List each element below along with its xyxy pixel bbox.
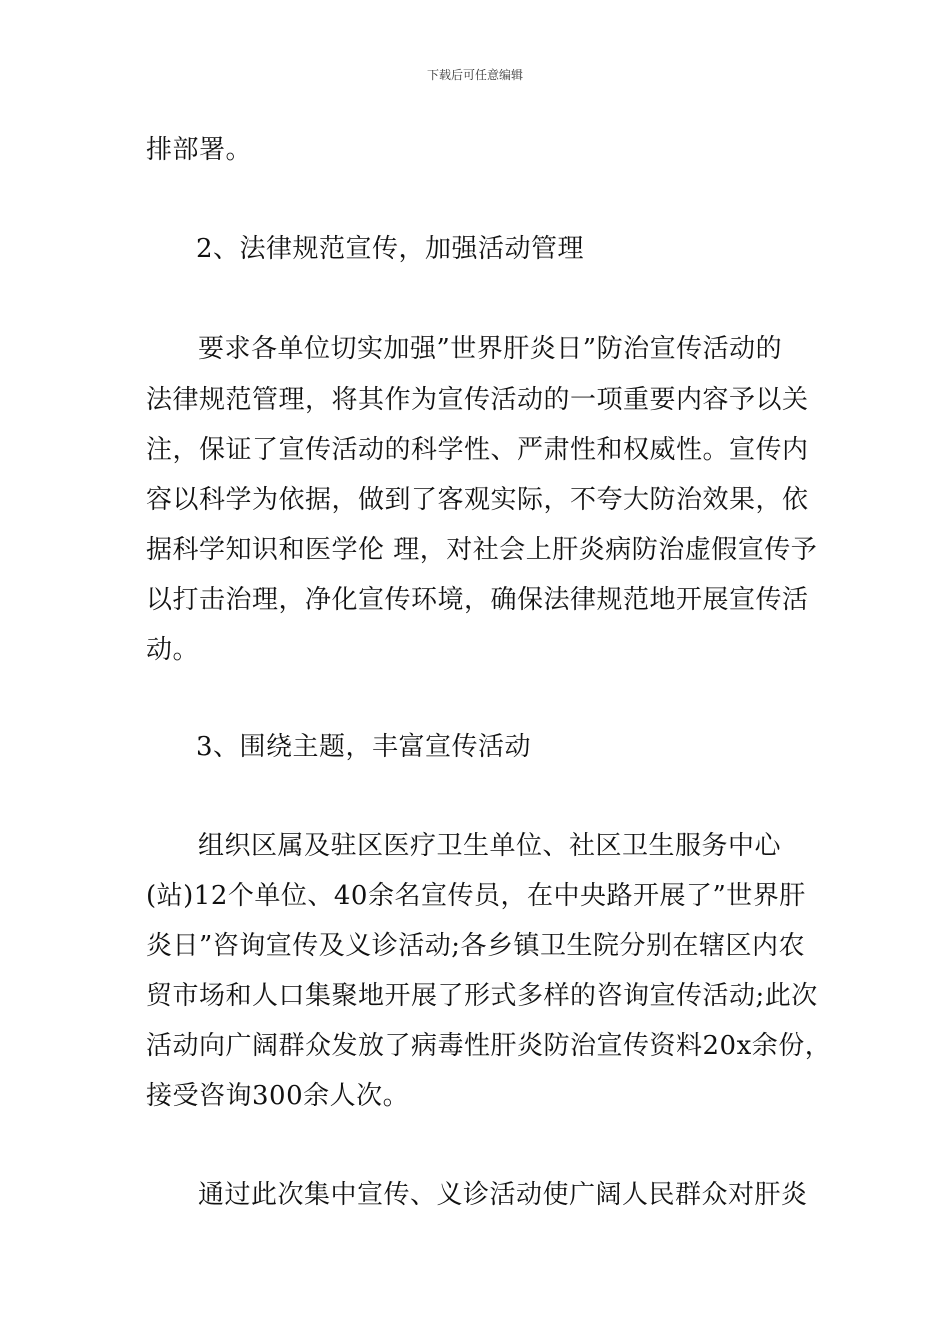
paragraph-line: 活动向广阔群众发放了病毒性肝炎防治宣传资料20x余份，	[146, 1031, 832, 1061]
paragraph-line: 排部署。	[146, 135, 253, 165]
paragraph-line: (站)12个单位、40余名宣传员，在中央路开展了”世界肝	[146, 881, 806, 911]
paragraph-line: 以打击治理，净化宣传环境，确保法律规范地开展宣传活	[146, 585, 809, 615]
paragraph-line: 法律规范管理，将其作为宣传活动的一项重要内容予以关	[146, 385, 809, 415]
paragraph-line: 接受咨询300余人次。	[146, 1081, 410, 1111]
paragraph-line: 要求各单位切实加强”世界肝炎日”防治宣传活动的	[198, 334, 783, 364]
section-heading: 3、围绕主题，丰富宣传活动	[196, 732, 532, 762]
section-heading: 2、法律规范宣传，加强活动管理	[196, 234, 585, 264]
paragraph-line: 动。	[146, 635, 200, 665]
paragraph-line: 组织区属及驻区医疗卫生单位、社区卫生服务中心	[198, 831, 782, 861]
paragraph-line: 炎日”咨询宣传及义诊活动;各乡镇卫生院分别在辖区内农	[146, 931, 806, 961]
page-header: 下载后可任意编辑	[426, 68, 523, 82]
paragraph-line: 通过此次集中宣传、义诊活动使广阔人民群众对肝炎	[198, 1180, 808, 1210]
paragraph-line: 据科学知识和医学伦 理，对社会上肝炎病防治虚假宣传予	[146, 535, 818, 565]
paragraph-line: 贸市场和人口集聚地开展了形式多样的咨询宣传活动;此次	[146, 981, 818, 1011]
paragraph-line: 容以科学为依据，做到了客观实际，不夸大防治效果，依	[146, 485, 809, 515]
paragraph-line: 注，保证了宣传活动的科学性、严肃性和权威性。宣传内	[146, 435, 809, 465]
